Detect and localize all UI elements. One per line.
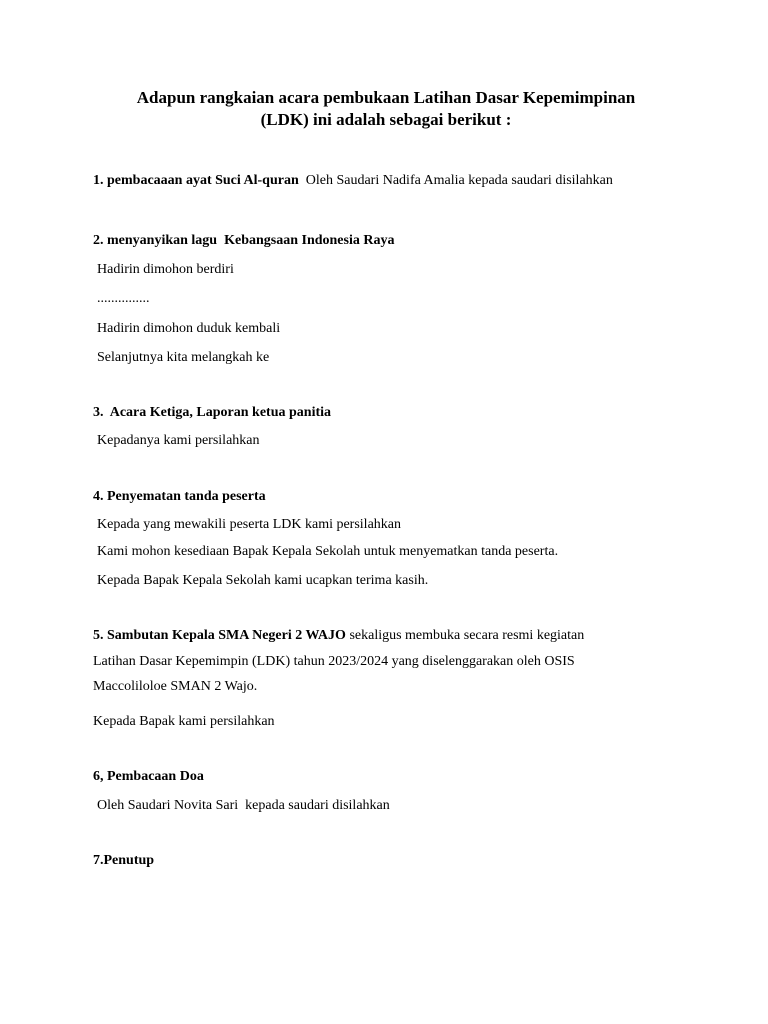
item-5-first-line bbox=[93, 627, 584, 645]
item-5-text-4: Kepada Bapak kami persilahkan bbox=[93, 714, 275, 729]
item-3-line-1: Kepadanya kami persilahkan bbox=[97, 433, 260, 448]
document-title-line-2: (LDK) ini adalah sebagai berikut : bbox=[260, 110, 512, 129]
item-4-line-2: Kami mohon kesediaan Bapak Kepala Sekolah untuk menyematkan tanda peserta. bbox=[97, 544, 559, 559]
item-2-line-1: Hadirin dimohon berdiri bbox=[97, 262, 234, 277]
item-3-heading: 3. Acara Ketiga, Laporan ketua panitia bbox=[93, 405, 332, 420]
item-6-heading: 6, Pembacaan Doa bbox=[93, 769, 204, 784]
item-2-line-3: Hadirin dimohon duduk kembali bbox=[97, 321, 281, 336]
item-7-heading: 7.Penutup bbox=[93, 853, 155, 868]
item-2-heading: 2. menyanyikan lagu Kebangsaan Indonesia Raya bbox=[93, 233, 395, 248]
item-4-line-1: Kepada yang mewakili peserta LDK kami persilahkan bbox=[97, 517, 402, 532]
document-title-line-1: Adapun rangkaian acara pembukaan Latihan Dasar Kepemimpinan bbox=[136, 88, 636, 107]
item-1-text: Oleh Saudari Nadifa Amalia kepada saudari disilahkan bbox=[298, 173, 613, 188]
item-1-heading: 1. pembacaaan ayat Suci Al-quran bbox=[93, 173, 299, 188]
item-5-heading: 5. Sambutan Kepala SMA Negeri 2 WAJO bbox=[93, 628, 346, 643]
item-6-line-1: Oleh Saudari Novita Sari kepada saudari disilahkan bbox=[97, 798, 390, 813]
item-4-heading: 4. Penyematan tanda peserta bbox=[93, 489, 266, 504]
item-5-text-2: Latihan Dasar Kepemimpin (LDK) tahun 2023/2024 yang diselenggarakan oleh OSIS bbox=[93, 654, 575, 669]
item-2-line-2: ............... bbox=[97, 291, 150, 306]
item-5-text-3: Maccoliloloe SMAN 2 Wajo. bbox=[93, 679, 258, 694]
item-4-line-3: Kepada Bapak Kepala Sekolah kami ucapkan terima kasih. bbox=[97, 573, 429, 588]
item-5-text-1: sekaligus membuka secara resmi kegiatan bbox=[345, 628, 585, 643]
item-1 bbox=[93, 172, 613, 190]
item-2-line-4: Selanjutnya kita melangkah ke bbox=[97, 350, 270, 365]
